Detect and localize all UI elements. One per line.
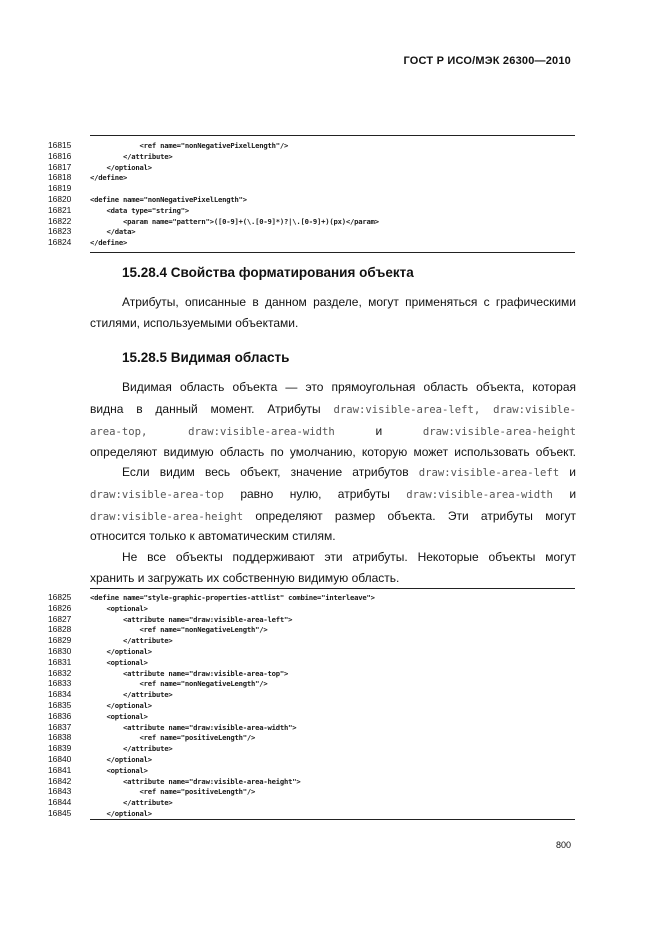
line-number: 16839 bbox=[48, 743, 72, 754]
code-text: <attribute name="draw:visible-area-top"> bbox=[90, 668, 289, 678]
code-text: </optional> bbox=[90, 647, 152, 656]
code-text: </optional> bbox=[90, 701, 152, 710]
line-number: 16819 bbox=[48, 183, 72, 194]
paragraph-line: относится только к автоматическим стилям. bbox=[90, 529, 336, 543]
code-text: </attribute> bbox=[90, 744, 173, 754]
paragraph-line: стилями, используемыми объектами. bbox=[90, 316, 299, 330]
paragraph-line: Видимая область объекта — это прямоугольная область объекта, которая bbox=[122, 380, 576, 394]
code-text: </define> bbox=[90, 238, 128, 248]
paragraph-line bbox=[90, 486, 576, 503]
code-text: </attribute> bbox=[90, 151, 173, 161]
paragraph-line bbox=[122, 464, 576, 481]
code-text: <define name="style-graphic-properties-attlist" combine="interleave"> bbox=[90, 593, 375, 602]
text-run: определяют размер объекта. Эти атрибуты могут bbox=[255, 509, 576, 523]
code-text: <define name="nonNegativePixelLength"> bbox=[90, 195, 247, 204]
code-rule-top bbox=[90, 135, 575, 136]
code-text: <optional> bbox=[90, 657, 148, 667]
text-run: видна в данный момент. Атрибуты bbox=[90, 402, 321, 416]
line-number: 16835 bbox=[48, 700, 72, 710]
line-number: 16841 bbox=[48, 764, 72, 775]
code-block-2 bbox=[48, 588, 575, 820]
attribute-name: draw:visible-area-left bbox=[418, 467, 560, 479]
paragraph-line bbox=[90, 401, 576, 418]
code-text: <data type="string"> bbox=[90, 205, 190, 215]
line-number: 16820 bbox=[48, 194, 72, 204]
attribute-name: draw:visible-area-top bbox=[90, 489, 224, 501]
code-rule-bottom bbox=[90, 819, 575, 820]
code-text: <ref name="positiveLength"/> bbox=[90, 733, 256, 743]
line-number: 16832 bbox=[48, 667, 72, 678]
line-number: 16829 bbox=[48, 635, 72, 646]
paragraph-line: определяют видимую область по умолчанию, которую может использовать объект. bbox=[90, 445, 576, 459]
line-number: 16816 bbox=[48, 150, 72, 161]
code-text: </attribute> bbox=[90, 690, 173, 700]
code-text: </data> bbox=[90, 227, 136, 237]
line-number: 16838 bbox=[48, 732, 72, 743]
line-number: 16844 bbox=[48, 797, 72, 808]
text-run: и bbox=[569, 487, 577, 501]
paragraph-line bbox=[90, 508, 576, 525]
code-text: </attribute> bbox=[90, 636, 173, 646]
line-number: 16836 bbox=[48, 710, 72, 721]
paragraph-line: хранить и загружать их собственную видимую область. bbox=[90, 571, 400, 585]
code-rule-top bbox=[90, 588, 575, 589]
line-number: 16830 bbox=[48, 646, 72, 656]
text-run: равно нулю, атрибуты bbox=[240, 487, 390, 501]
line-number: 16827 bbox=[48, 613, 72, 624]
code-text: </optional> bbox=[90, 755, 152, 764]
code-text: <ref name="nonNegativePixelLength"/> bbox=[90, 141, 289, 150]
code-text: <optional> bbox=[90, 603, 148, 613]
code-text: </attribute> bbox=[90, 798, 173, 808]
attribute-name: draw:visible-area-width bbox=[406, 489, 553, 501]
paragraph-line bbox=[90, 423, 576, 440]
line-number: 16845 bbox=[48, 808, 72, 818]
line-number: 16840 bbox=[48, 754, 72, 764]
attribute-name: area-top, bbox=[90, 426, 148, 438]
attribute-name: draw:visible- bbox=[493, 404, 576, 416]
attribute-name: draw:visible-area-width bbox=[188, 426, 335, 438]
code-text: </optional> bbox=[90, 809, 152, 818]
paragraph-line: Не все объекты поддерживают эти атрибуты. Некоторые объекты могут bbox=[122, 550, 576, 564]
line-number: 16817 bbox=[48, 161, 72, 172]
code-text: <attribute name="draw:visible-area-left"> bbox=[90, 614, 293, 624]
attribute-name: draw:visible-area-height bbox=[90, 511, 244, 523]
attribute-name: draw:visible-area-left, bbox=[333, 404, 481, 416]
paragraph-line: Атрибуты, описанные в данном разделе, могут применяться с графическими bbox=[122, 295, 576, 309]
line-number: 16823 bbox=[48, 226, 72, 237]
code-block-1 bbox=[48, 135, 575, 253]
code-text: <ref name="positiveLength"/> bbox=[90, 787, 256, 797]
code-text: </optional> bbox=[90, 162, 152, 172]
code-text: <param name="pattern">([0-9]+(\.[0-9]*)?|\.[0-9]+)(px)</param> bbox=[90, 216, 379, 226]
document-header: ГОСТ Р ИСО/МЭК 26300—2010 bbox=[403, 55, 571, 67]
code-text: <optional> bbox=[90, 765, 148, 775]
code-rule-bottom bbox=[90, 252, 575, 253]
code-text: <attribute name="draw:visible-area-height"> bbox=[90, 776, 301, 786]
text-run: и bbox=[375, 424, 383, 438]
line-number: 16822 bbox=[48, 215, 72, 226]
code-text: <attribute name="draw:visible-area-width"> bbox=[90, 722, 297, 732]
line-number: 16826 bbox=[48, 602, 72, 613]
code-text: <ref name="nonNegativeLength"/> bbox=[90, 679, 268, 689]
line-number: 16834 bbox=[48, 689, 72, 700]
section-title-15-28-5: 15.28.5 Видимая область bbox=[122, 350, 290, 365]
line-number: 16821 bbox=[48, 204, 72, 215]
line-number: 16818 bbox=[48, 172, 72, 183]
line-number: 16831 bbox=[48, 656, 72, 667]
line-number: 16833 bbox=[48, 678, 72, 689]
line-number: 16843 bbox=[48, 786, 72, 797]
line-number: 16824 bbox=[48, 237, 72, 248]
code-text: <ref name="nonNegativeLength"/> bbox=[90, 625, 268, 635]
code-text: <optional> bbox=[90, 711, 148, 721]
code-text: </define> bbox=[90, 173, 128, 183]
text-run: Если видим весь объект, значение атрибутов bbox=[122, 465, 409, 479]
line-number: 16842 bbox=[48, 775, 72, 786]
page-number: 800 bbox=[555, 840, 571, 850]
attribute-name: draw:visible-area-height bbox=[422, 426, 576, 438]
line-number: 16828 bbox=[48, 624, 72, 635]
section-title-15-28-4: 15.28.4 Свойства форматирования объекта bbox=[122, 265, 414, 280]
line-number: 16825 bbox=[48, 592, 72, 602]
line-number: 16837 bbox=[48, 721, 72, 732]
line-number: 16815 bbox=[48, 140, 72, 150]
text-run: и bbox=[569, 465, 576, 479]
